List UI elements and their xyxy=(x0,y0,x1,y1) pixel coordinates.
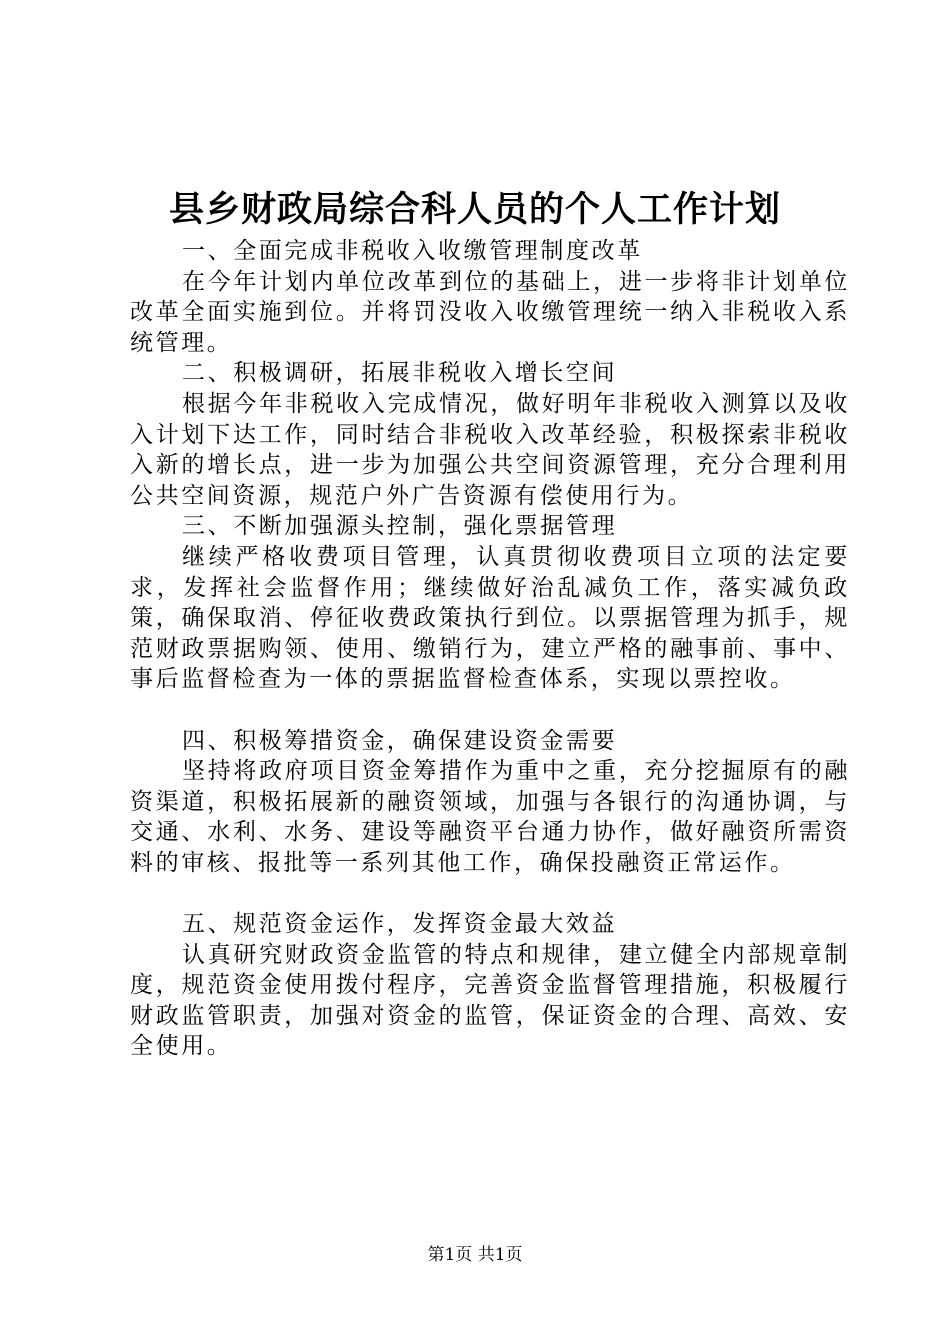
document-title: 县乡财政局综合科人员的个人工作计划 xyxy=(168,189,781,230)
section-heading-1: 一、全面完成非税收入收缴管理制度改革 xyxy=(182,238,643,264)
section-body-3: 继续严格收费项目管理，认真贯彻收费项目立项的法定要求，发挥社会监督作用；继续做好治乱减负工作，落实减负政策，确保取消、停征收费政策执行到位。以票据管理为抓手，规范财政票据购领、使用、缴销行为，建立严格的融事前、事中、事后监督检查为一体的票据监督检查体系，实现以票控收。 xyxy=(130,543,850,693)
document-body xyxy=(130,236,850,1062)
page-number-footer: 第1页 共1页 xyxy=(427,1245,523,1265)
section-body-5: 认真研究财政资金监管的特点和规律，建立健全内部规章制度，规范资金使用拨付程序，完善资金监督管理措施，积极履行财政监管职责，加强对资金的监管，保证资金的合理、高效、安全使用。 xyxy=(130,941,850,1060)
section-heading-5: 五、规范资金运作，发挥资金最大效益 xyxy=(182,911,618,938)
section-body-2: 根据今年非税收入完成情况，做好明年非税收入测算以及收入计划下达工作，同时结合非税收入改革经验，积极探索非税收入新的增长点，进一步为加强公共空间资源管理，充分合理利用公共空间资源，规范户外广告资源有偿使用行为。 xyxy=(130,390,850,509)
section-body-4: 坚持将政府项目资金筹措作为重中之重，充分挖掘原有的融资渠道，积极拓展新的融资领域，加强与各银行的沟通协调，与交通、水利、水务、建设等融资平台通力协作，做好融资所需资料的审核、报批等一系列其他工作，确保投融资正常运作。 xyxy=(130,758,850,876)
paragraph-gap xyxy=(130,878,850,909)
section-heading-3: 三、不断加强源头控制，强化票据管理 xyxy=(182,513,618,540)
section-heading-4: 四、积极筹措资金，确保建设资金需要 xyxy=(182,727,618,754)
section-body-1: 在今年计划内单位改革到位的基础上，进一步将非计划单位改革全面实施到位。并将罚没收入收缴管理统一纳入非税收入系统管理。 xyxy=(130,268,850,356)
section-heading-2: 二、积极调研，拓展非税收入增长空间 xyxy=(182,360,618,387)
paragraph-gap xyxy=(130,695,850,726)
